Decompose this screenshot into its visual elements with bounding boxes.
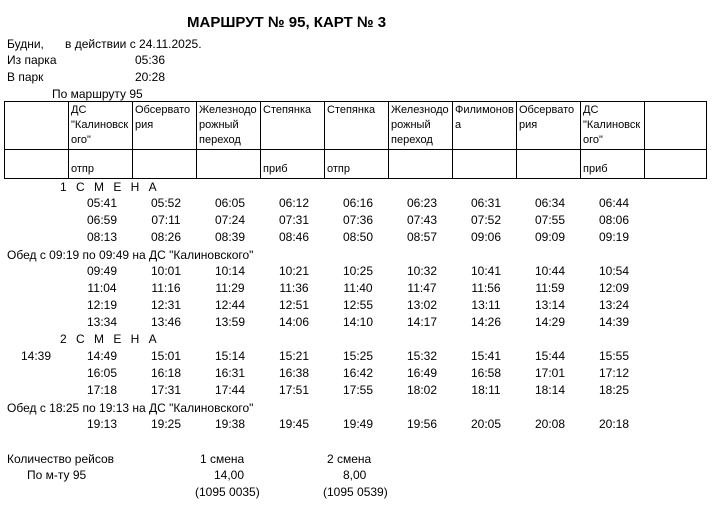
stop-name-cell: Филимонов а: [453, 102, 517, 150]
trip-time: 19:38: [214, 417, 246, 431]
trip-time: 15:32: [406, 349, 438, 363]
trip-time: 06:59: [86, 213, 118, 227]
trip-time: 11:56: [471, 281, 501, 295]
trip-time: 06:12: [278, 196, 310, 210]
trip-time: 17:12: [598, 366, 630, 380]
trip-time: 15:21: [278, 349, 310, 363]
summary-label: Количество рейсов: [7, 452, 115, 466]
trip-time: 11:36: [279, 281, 309, 295]
trip-time: 19:45: [278, 417, 310, 431]
trip-time: 06:16: [342, 196, 374, 210]
stop-name-cell: [5, 102, 69, 150]
trip-time: 10:54: [598, 264, 630, 278]
trip-time: 18:02: [406, 383, 438, 397]
trip-time: 19:49: [342, 417, 374, 431]
shift-2-label: 2 С М Е Н А: [60, 332, 160, 346]
trip-time: 20:05: [470, 417, 502, 431]
trip-time: 15:44: [534, 349, 566, 363]
trip-time: 12:31: [150, 298, 182, 312]
stop-name-cell: Железнодо рожный переход: [197, 102, 261, 150]
trip-time: 14:26: [470, 315, 502, 329]
trip-time: 13:34: [86, 315, 118, 329]
trip-time: 14:49: [86, 349, 118, 363]
trip-time: 16:49: [406, 366, 438, 380]
trip-time: 13:59: [214, 315, 246, 329]
day-type: Будни,: [7, 37, 44, 51]
trip-time: 05:41: [86, 196, 118, 210]
trip-time: 07:11: [151, 213, 181, 227]
trip-time: 16:58: [470, 366, 502, 380]
summary-shift-1-code: (1095 0035): [195, 485, 260, 499]
lunch-2-note: Обед с 18:25 по 19:13 на ДС "Калиновского": [7, 401, 254, 415]
trip-time: 13:11: [471, 298, 501, 312]
trip-time: 17:31: [150, 383, 182, 397]
trip-time: 13:24: [598, 298, 630, 312]
trip-time: 08:06: [598, 213, 630, 227]
handover-time: 14:39: [21, 349, 52, 363]
trip-time: 07:36: [342, 213, 374, 227]
trip-time: 19:56: [406, 417, 438, 431]
stop-name-cell: [645, 102, 707, 150]
trip-time: 10:21: [278, 264, 310, 278]
trip-time: 07:55: [534, 213, 566, 227]
trip-time: 17:55: [342, 383, 374, 397]
trip-time: 16:05: [86, 366, 118, 380]
trip-time: 16:18: [150, 366, 182, 380]
trip-time: 13:02: [406, 298, 438, 312]
trip-time: 11:16: [151, 281, 181, 295]
trip-time: 18:14: [534, 383, 566, 397]
trip-time: 16:42: [342, 366, 374, 380]
stop-mark-cell: [133, 150, 197, 179]
summary-shift-2-code: (1095 0539): [323, 485, 388, 499]
trip-time: 14:10: [342, 315, 374, 329]
stop-mark-cell: [645, 150, 707, 179]
stop-name-cell: ДС "Калиновск ого": [69, 102, 133, 150]
trip-time: 19:25: [150, 417, 182, 431]
trip-time: 15:25: [342, 349, 374, 363]
to-park-label: В парк: [7, 70, 44, 84]
trip-time: 17:51: [278, 383, 310, 397]
trip-time: 07:31: [278, 213, 310, 227]
stop-mark-cell: [197, 150, 261, 179]
trip-time: 15:01: [150, 349, 182, 363]
lunch-1-note: Обед с 09:19 по 09:49 на ДС "Калиновского": [7, 248, 254, 262]
trip-time: 06:31: [470, 196, 502, 210]
trip-time: 11:29: [215, 281, 245, 295]
trip-time: 10:14: [214, 264, 246, 278]
trip-time: 08:39: [214, 230, 246, 244]
stop-name-cell: ДС "Калиновск ого": [581, 102, 645, 150]
trip-time: 12:51: [278, 298, 310, 312]
trip-time: 10:41: [470, 264, 502, 278]
trip-time: 06:44: [598, 196, 630, 210]
stop-mark-cell: [517, 150, 581, 179]
trip-time: 06:05: [214, 196, 246, 210]
trip-time: 07:43: [406, 213, 438, 227]
trip-time: 12:55: [342, 298, 374, 312]
trip-time: 18:25: [598, 383, 630, 397]
stop-name-cell: Обсервато рия: [133, 102, 197, 150]
trip-time: 09:49: [86, 264, 118, 278]
trip-time: 13:46: [150, 315, 182, 329]
trip-time: 05:52: [150, 196, 182, 210]
stop-mark-cell: отпр: [325, 150, 389, 179]
trip-time: 09:09: [534, 230, 566, 244]
trip-time: 14:29: [534, 315, 566, 329]
trip-time: 07:52: [470, 213, 502, 227]
trip-time: 12:44: [214, 298, 246, 312]
trip-time: 16:31: [214, 366, 246, 380]
trip-time: 08:13: [86, 230, 118, 244]
trip-time: 15:14: [214, 349, 246, 363]
trip-time: 10:01: [150, 264, 182, 278]
trip-time: 20:18: [598, 417, 630, 431]
trip-time: 08:26: [150, 230, 182, 244]
stop-name-cell: Железнодо рожный переход: [389, 102, 453, 150]
trip-time: 15:55: [598, 349, 630, 363]
route-label: По маршруту 95: [52, 87, 143, 101]
stop-mark-cell: [5, 150, 69, 179]
stop-name-cell: Степянка: [325, 102, 389, 150]
trip-time: 08:57: [406, 230, 438, 244]
from-park-time: 05:36: [135, 53, 166, 67]
trip-time: 14:06: [278, 315, 310, 329]
trip-time: 09:06: [470, 230, 502, 244]
trip-time: 17:18: [86, 383, 118, 397]
trip-time: 13:14: [534, 298, 566, 312]
page-title: МАРШРУТ № 95, КАРТ № 3: [187, 14, 387, 31]
stops-header-table: [4, 101, 707, 179]
stop-name-cell: Степянка: [261, 102, 325, 150]
trip-time: 14:39: [598, 315, 630, 329]
trip-time: 18:11: [471, 383, 501, 397]
trip-time: 12:09: [598, 281, 630, 295]
trip-time: 17:44: [214, 383, 246, 397]
trip-time: 06:23: [406, 196, 438, 210]
trip-time: 12:19: [86, 298, 118, 312]
trip-time: 10:44: [534, 264, 566, 278]
summary-shift-1-label: 1 смена: [200, 452, 245, 466]
from-park-label: Из парка: [7, 53, 57, 67]
trip-time: 07:24: [214, 213, 246, 227]
stop-mark-cell: приб: [581, 150, 645, 179]
to-park-time: 20:28: [135, 70, 166, 84]
summary-shift-2-label: 2 смена: [327, 452, 372, 466]
trip-time: 15:41: [470, 349, 502, 363]
trip-time: 11:04: [87, 281, 117, 295]
summary-shift-1-count: 14,00: [214, 468, 245, 482]
trip-time: 08:46: [278, 230, 310, 244]
stop-marks-row: [5, 150, 707, 179]
shift-1-label: 1 С М Е Н А: [60, 180, 160, 194]
trip-time: 10:32: [406, 264, 438, 278]
summary-route-label: По м-ту 95: [27, 468, 87, 482]
trip-time: 09:19: [598, 230, 630, 244]
trip-time: 16:38: [278, 366, 310, 380]
effective-date: в действии с 24.11.2025.: [65, 37, 202, 51]
summary-shift-2-count: 8,00: [343, 468, 367, 482]
trip-time: 20:08: [534, 417, 566, 431]
trip-time: 06:34: [534, 196, 566, 210]
trip-time: 11:40: [343, 281, 373, 295]
trip-time: 19:13: [86, 417, 118, 431]
trip-time: 14:17: [406, 315, 438, 329]
stop-mark-cell: [389, 150, 453, 179]
trip-time: 08:50: [342, 230, 374, 244]
stop-names-row: [5, 102, 707, 150]
trip-time: 10:25: [342, 264, 374, 278]
stop-mark-cell: отпр: [69, 150, 133, 179]
stop-mark-cell: приб: [261, 150, 325, 179]
trip-time: 17:01: [534, 366, 566, 380]
trip-time: 11:59: [535, 281, 565, 295]
trip-time: 11:47: [407, 281, 437, 295]
stop-name-cell: Обсервато рия: [517, 102, 581, 150]
stop-mark-cell: [453, 150, 517, 179]
